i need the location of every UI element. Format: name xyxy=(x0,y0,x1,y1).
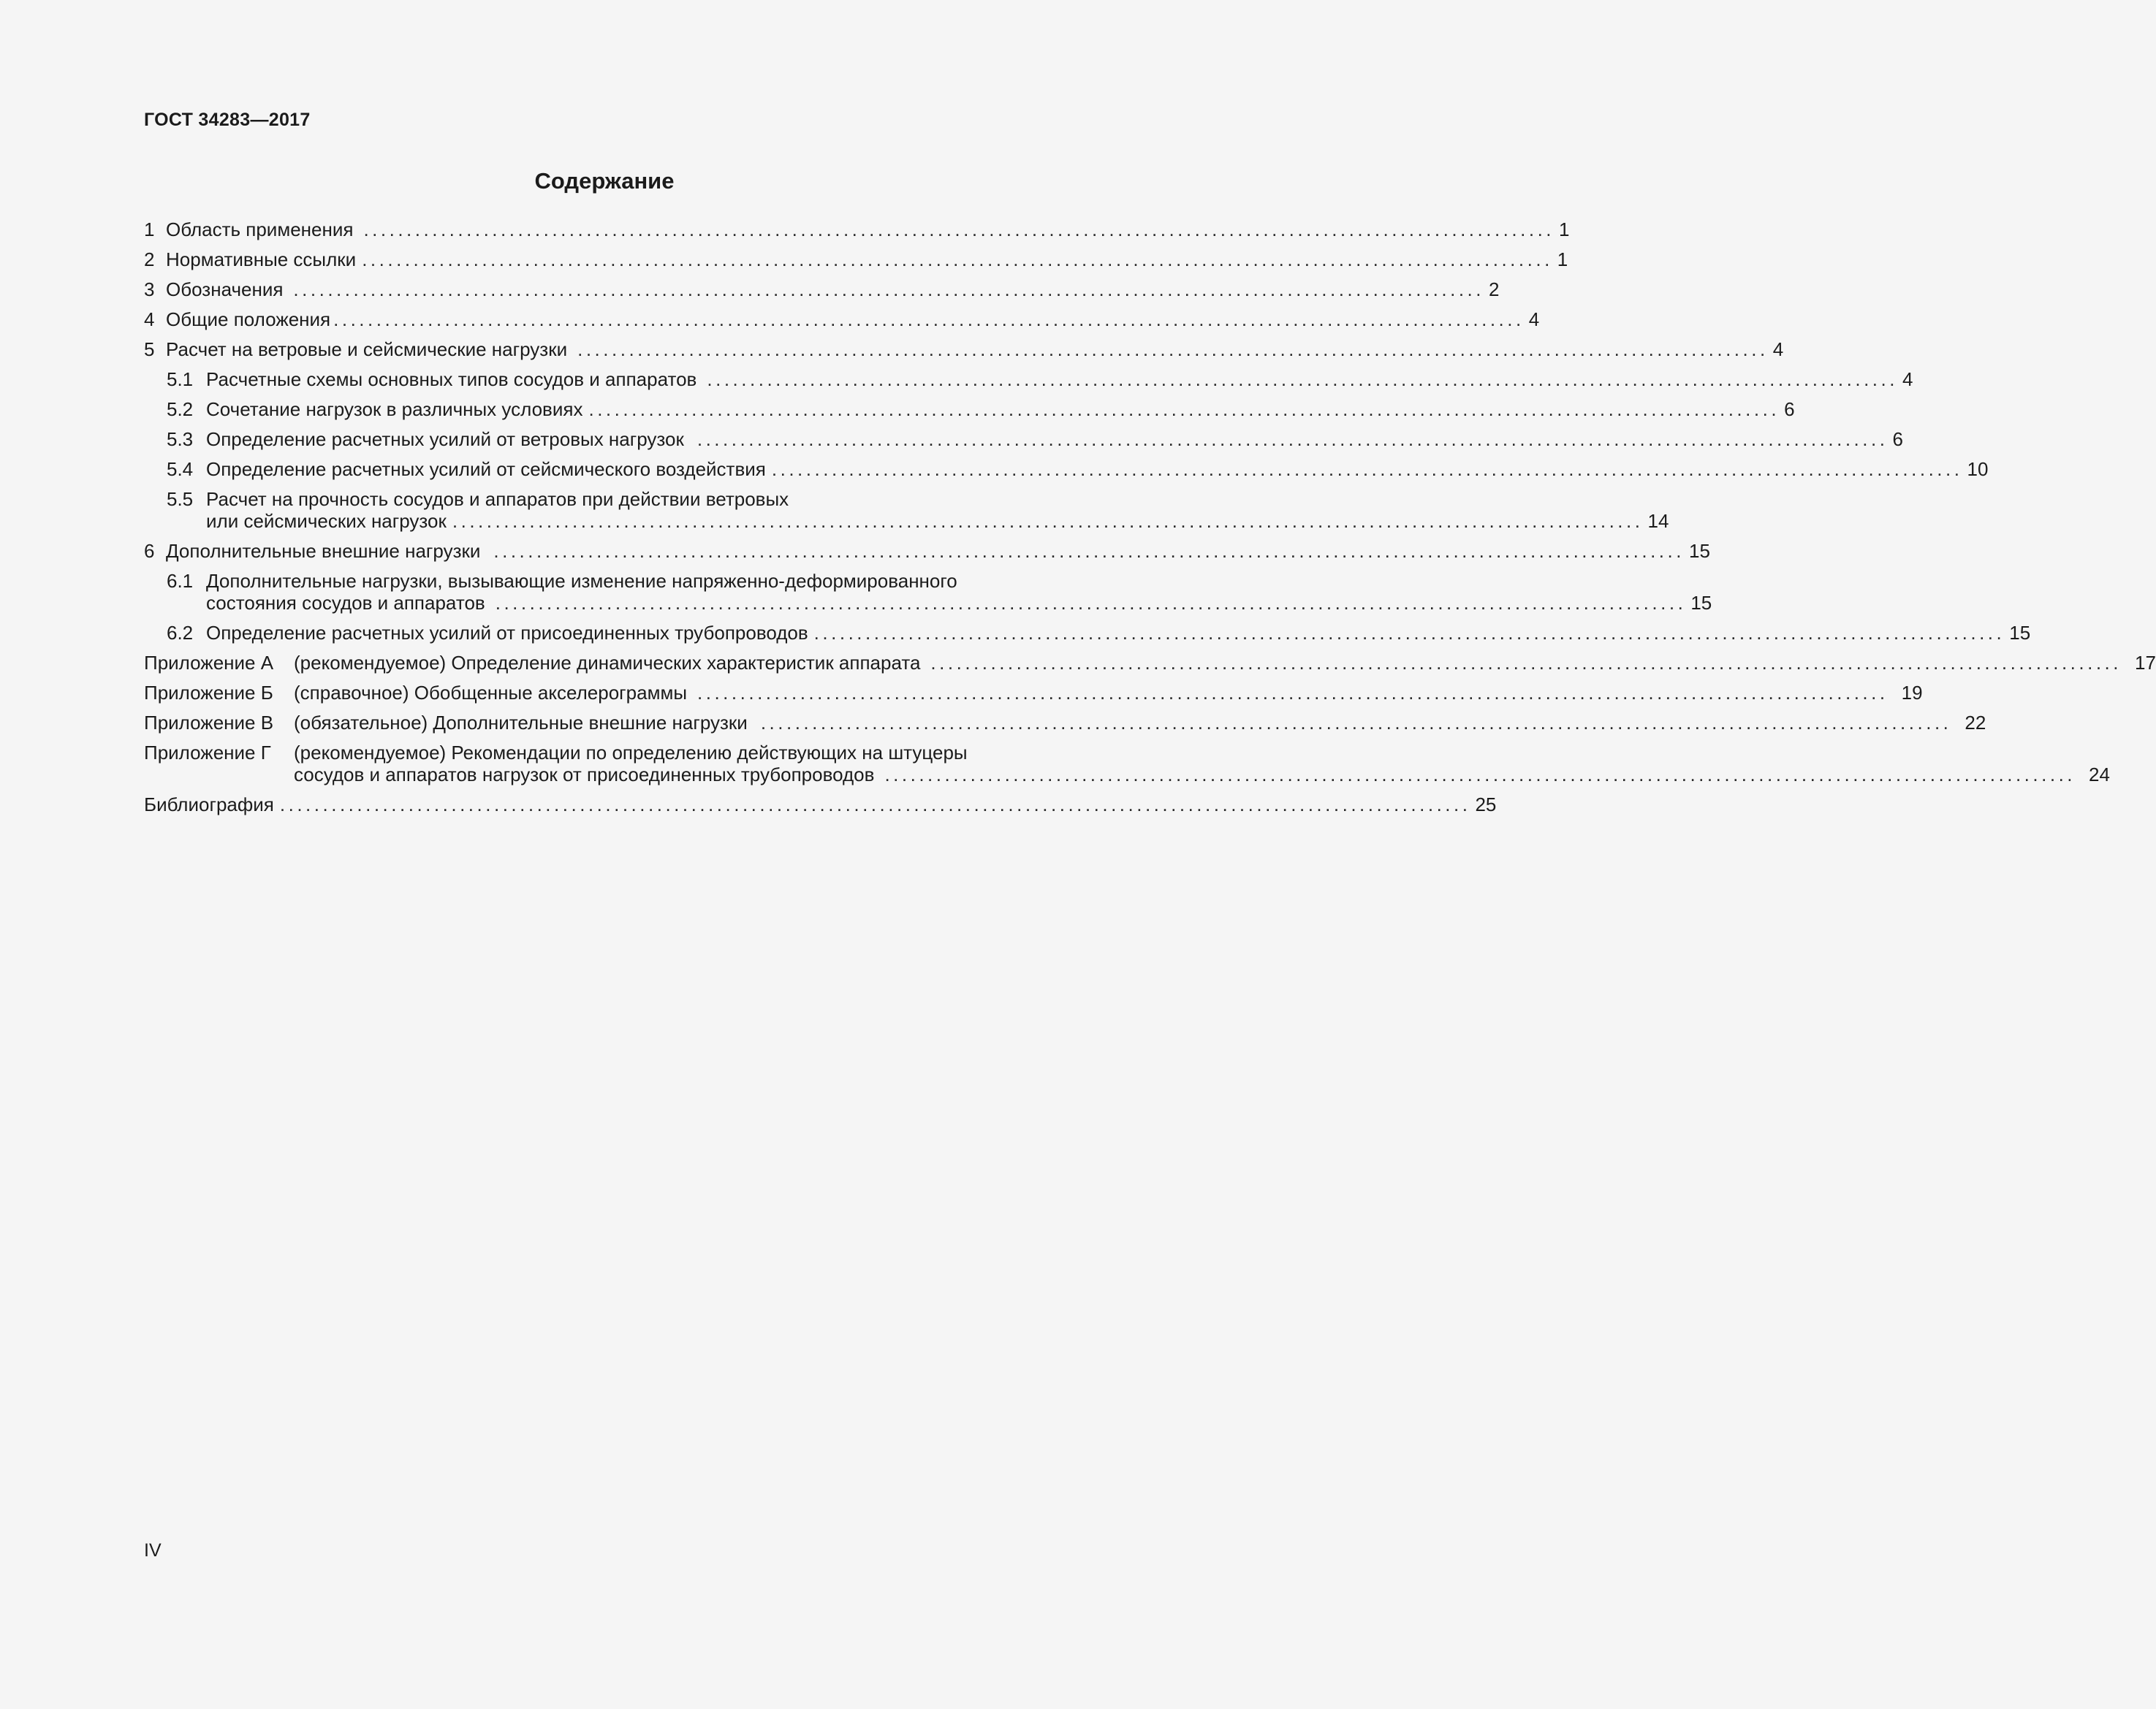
table-of-contents xyxy=(144,218,2156,823)
toc-number: 1 xyxy=(144,218,155,240)
toc-entry-bibliography[interactable] xyxy=(144,793,1497,817)
toc-title: Сочетание нагрузок в различных условиях xyxy=(206,398,583,420)
toc-title: Определение расчетных усилий от ветровых нагрузок xyxy=(206,428,684,450)
toc-page: 4 xyxy=(1902,368,1913,390)
toc-entry-5-5[interactable] xyxy=(144,487,1669,533)
toc-page: 15 xyxy=(1690,592,1712,614)
toc-title-line-1: Расчет на прочность сосудов и аппаратов при действии ветровых xyxy=(206,488,789,510)
toc-title: Общие положения xyxy=(166,308,331,330)
toc-page: 1 xyxy=(1559,218,1570,240)
toc-title: Библиография xyxy=(144,793,274,815)
appendix-label: Приложение Б xyxy=(144,682,273,704)
toc-number: 6.2 xyxy=(167,622,194,644)
toc-leader: ........................................................................................................................................... xyxy=(696,428,1889,450)
toc-title: Расчетные схемы основных типов сосудов и аппаратов xyxy=(206,368,697,390)
toc-leader: ........................................................................................................................................... xyxy=(930,652,2122,674)
toc-leader: ........................................................................................................................................... xyxy=(363,218,1555,240)
toc-entry-6[interactable] xyxy=(144,539,1710,563)
toc-entry-2[interactable] xyxy=(144,248,1568,272)
toc-number: 5.1 xyxy=(167,368,194,390)
toc-leader: ........................................................................................................................................... xyxy=(577,338,1769,360)
toc-page: 4 xyxy=(1772,338,1784,360)
toc-title: (обязательное) Дополнительные внешние нагрузки xyxy=(294,712,748,734)
toc-entry-5-1[interactable] xyxy=(144,368,1913,392)
toc-entry-5-4[interactable] xyxy=(144,457,1989,482)
toc-leader: ........................................................................................................................................... xyxy=(771,458,1963,480)
toc-leader: ........................................................................................................................................... xyxy=(362,248,1553,270)
toc-leader: ........................................................................................................................................... xyxy=(293,278,1485,300)
toc-page: 22 xyxy=(1965,712,1986,734)
toc-entry-1[interactable] xyxy=(144,218,1570,242)
toc-title: Дополнительные внешние нагрузки xyxy=(166,540,481,562)
toc-title: Область применения xyxy=(166,218,354,240)
toc-entry-5-3[interactable] xyxy=(144,427,1903,452)
toc-page: 17 xyxy=(2135,652,2156,674)
toc-title-line-2: или сейсмических нагрузок xyxy=(206,510,447,532)
toc-entry-appendix-a[interactable] xyxy=(144,651,2156,675)
toc-title-line-2: состояния сосудов и аппаратов xyxy=(206,592,485,614)
toc-number: 5.2 xyxy=(167,398,194,420)
toc-page: 25 xyxy=(1475,793,1497,815)
toc-page: 15 xyxy=(1688,540,1710,562)
toc-title: Расчет на ветровые и сейсмические нагрузки xyxy=(166,338,568,360)
toc-page: 6 xyxy=(1892,428,1903,450)
toc-title: (справочное) Обобщенные акселерограммы xyxy=(294,682,688,704)
toc-page: 2 xyxy=(1489,278,1500,300)
toc-entry-appendix-b[interactable] xyxy=(144,681,1923,705)
toc-number: 5.4 xyxy=(167,458,194,480)
toc-title: (рекомендуемое) Определение динамических характеристик аппарата xyxy=(294,652,921,674)
toc-entry-appendix-g[interactable] xyxy=(144,741,2110,787)
toc-number: 6 xyxy=(144,540,155,562)
toc-page: 15 xyxy=(2009,622,2031,644)
toc-number: 5.5 xyxy=(167,488,194,510)
toc-number: 3 xyxy=(144,278,155,300)
toc-leader: ........................................................................................................................................... xyxy=(333,308,1525,330)
document-code: ГОСТ 34283—2017 xyxy=(144,110,311,130)
toc-page: 1 xyxy=(1557,248,1568,270)
appendix-label: Приложение Г xyxy=(144,742,271,764)
toc-entry-5[interactable] xyxy=(144,338,1784,362)
page-title: Содержание xyxy=(534,168,675,194)
toc-entry-appendix-v[interactable] xyxy=(144,711,1986,735)
toc-leader: ........................................................................................................................................... xyxy=(452,510,1644,532)
toc-number: 6.1 xyxy=(167,570,194,592)
toc-title: Нормативные ссылки xyxy=(166,248,357,270)
appendix-label: Приложение А xyxy=(144,652,274,674)
appendix-label: Приложение В xyxy=(144,712,274,734)
toc-leader: ........................................................................................................................................... xyxy=(813,622,2005,644)
toc-leader: ........................................................................................................................................... xyxy=(588,398,1780,420)
toc-page: 6 xyxy=(1784,398,1795,420)
toc-number: 5.3 xyxy=(167,428,194,450)
toc-entry-6-1[interactable] xyxy=(144,569,1712,615)
toc-entry-3[interactable] xyxy=(144,278,1500,302)
toc-number: 5 xyxy=(144,338,155,360)
toc-leader: ........................................................................................................................................... xyxy=(697,682,1889,704)
toc-page: 14 xyxy=(1647,510,1669,532)
toc-leader: ........................................................................................................................................... xyxy=(760,712,1952,734)
toc-number: 2 xyxy=(144,248,155,270)
toc-title-line-1: (рекомендуемое) Рекомендации по определению действующих на штуцеры xyxy=(294,742,968,764)
toc-leader: ........................................................................................................................................... xyxy=(884,764,2076,785)
toc-page: 19 xyxy=(1901,682,1923,704)
toc-entry-6-2[interactable] xyxy=(144,621,2031,645)
toc-page: 24 xyxy=(2089,764,2110,785)
toc-title: Обозначения xyxy=(166,278,284,300)
toc-page: 10 xyxy=(1967,458,1989,480)
page-number: IV xyxy=(144,1540,162,1561)
toc-leader: ........................................................................................................................................... xyxy=(707,368,1898,390)
toc-number: 4 xyxy=(144,308,155,330)
toc-page: 4 xyxy=(1528,308,1540,330)
toc-entry-4[interactable] xyxy=(144,308,1540,332)
toc-entry-5-2[interactable] xyxy=(144,397,1795,422)
toc-title: Определение расчетных усилий от присоединенных трубопроводов xyxy=(206,622,808,644)
toc-leader: ........................................................................................................................................... xyxy=(495,592,1687,614)
toc-title-line-1: Дополнительные нагрузки, вызывающие изменение напряженно-деформированного xyxy=(206,570,957,592)
toc-leader: ........................................................................................................................................... xyxy=(279,793,1471,815)
toc-leader: ........................................................................................................................................... xyxy=(493,540,1685,562)
toc-title-line-2: сосудов и аппаратов нагрузок от присоединенных трубопроводов xyxy=(294,764,875,785)
toc-title: Определение расчетных усилий от сейсмического воздействия xyxy=(206,458,766,480)
